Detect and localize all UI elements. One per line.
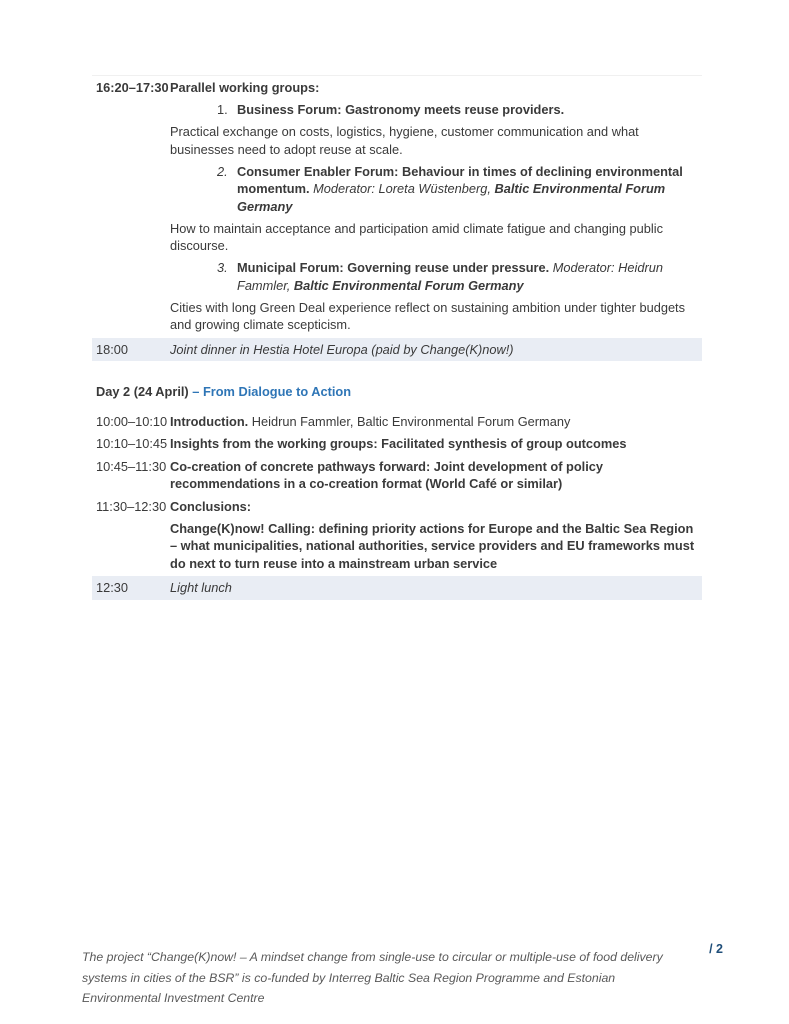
session-paragraph: Change(K)now! Calling: defining priority actions for Europe and the Baltic Sea Region – what municipalities, national authorities, service providers and EU frameworks must do next to turn reuse into a mainstream urban service (170, 520, 695, 571)
agenda-row-introduction (92, 410, 702, 433)
day2-heading-subtitle: – From Dialogue to Action (192, 384, 352, 399)
list-item (170, 101, 700, 119)
moderator-label: Moderator: Heidrun Fammler, (237, 260, 663, 293)
session-title: Introduction. (170, 413, 249, 429)
day2-heading (92, 383, 702, 401)
page-number: / 2 (709, 942, 723, 956)
agenda-row-conclusions (92, 495, 702, 575)
time-cell: 16:20–17:30 (96, 80, 169, 95)
session-paragraph: Practical exchange on costs, logistics, hygiene, customer communication and what businesses need to adopt reuse at scale. (170, 124, 639, 157)
list-number: 3. (217, 260, 228, 275)
forum-title: Business Forum: Gastronomy meets reuse providers. (237, 102, 565, 117)
description-cell: Insights from the working groups: Facilitated synthesis of group outcomes (170, 436, 627, 451)
session-title: Conclusions: (170, 498, 252, 514)
list-item (170, 163, 700, 216)
description-cell (170, 413, 702, 431)
list-number: 1. (217, 102, 228, 117)
session-detail: Heidrun Fammler, Baltic Environmental Forum Germany (251, 413, 571, 429)
agenda-table (92, 75, 702, 600)
agenda-row-lunch (92, 576, 702, 600)
moderator-org: Baltic Environmental Forum Germany (293, 277, 524, 293)
day2-heading-date: Day 2 (24 April) (96, 384, 189, 399)
time-cell: 10:45–11:30 (96, 458, 167, 474)
agenda-row-working-groups (92, 76, 702, 336)
list-item (170, 259, 700, 294)
forum-title: Consumer Enabler Forum: Behaviour in times of declining environmental momentum. (237, 163, 683, 196)
time-cell: 12:30 (96, 580, 129, 595)
moderator-org: Baltic Environmental Forum Germany (237, 181, 666, 214)
moderator-label: Moderator: Loreta Wüstenberg, (313, 181, 491, 196)
time-cell: 11:30–12:30 (96, 498, 167, 514)
forum-entry (237, 163, 700, 216)
description-cell: Light lunch (170, 580, 232, 595)
session-paragraph: How to maintain acceptance and participation amid climate fatigue and changing public discourse. (170, 220, 663, 253)
agenda-row-dinner (92, 338, 702, 362)
forum-entry (237, 259, 700, 294)
time-cell: 10:00–10:10 (96, 413, 168, 429)
forum-title: Municipal Forum: Governing reuse under pressure. (237, 260, 550, 275)
agenda-row-cocreation (92, 455, 702, 495)
description-cell: Joint dinner in Hestia Hotel Europa (paid by Change(K)now!) (170, 341, 514, 357)
time-cell: 18:00 (96, 341, 129, 357)
session-paragraph: Cities with long Green Deal experience reflect on sustaining ambition under tighter budgets and growing climate scepticism. (170, 299, 686, 332)
description-cell: Co-creation of concrete pathways forward: Joint development of policy recommendations in a co-creation format (World Café or similar) (170, 458, 604, 491)
description-cell (170, 498, 702, 573)
description-cell (170, 79, 702, 334)
time-cell: 10:10–10:45 (96, 436, 168, 451)
footer-project-note: The project “Change(K)now! – A mindset change from single-use to circular or multiple-use of food delivery systems in cities of the BSR” is co-funded by Interreg Baltic Sea Region Programme and Estonian Environmental Investment Centre (82, 950, 663, 1005)
list-number: 2. (217, 163, 228, 179)
session-title: Parallel working groups: (170, 80, 320, 95)
agenda-row-insights (92, 432, 702, 455)
